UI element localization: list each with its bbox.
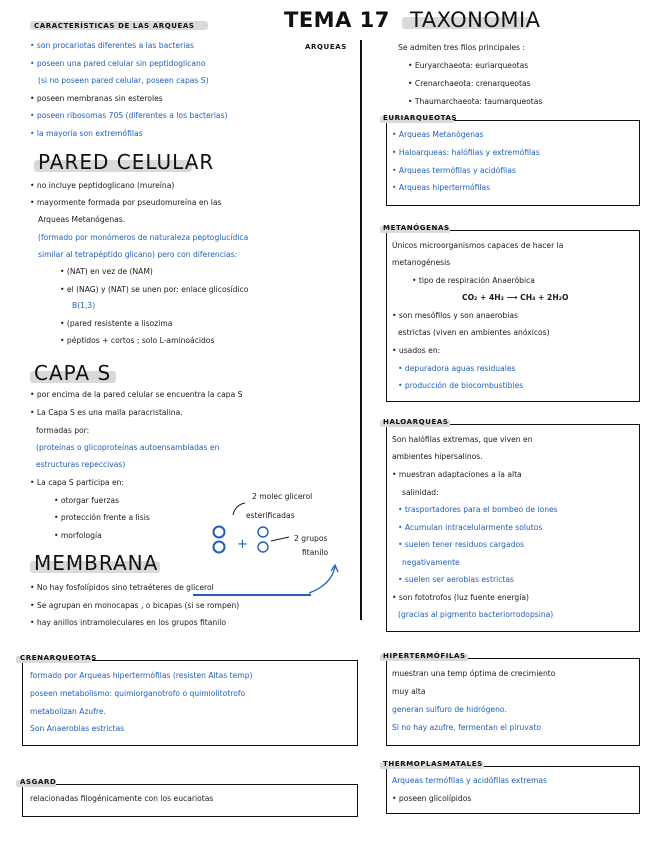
capa-s-heading: CAPA S xyxy=(34,361,112,385)
taxonomia-line: • Crenarchaeota: crenarqueotas xyxy=(408,79,531,88)
ring-bottom-right-icon xyxy=(258,542,268,552)
column-divider xyxy=(360,40,362,620)
capa-s-line: • protección frente a lisis xyxy=(54,513,150,522)
diagram-note-right: 2 grupos xyxy=(294,534,328,543)
haloarqueas-line: • muestran adaptaciones a la alta xyxy=(392,470,522,479)
page-title: TEMA 17 xyxy=(284,8,390,32)
haloarqueas-line: • Acumulan intracelularmente solutos xyxy=(398,523,543,532)
capa-s-line: estructuras repeccivas) xyxy=(36,460,126,469)
caract-line: • poseen membranas sin esteroles xyxy=(30,94,163,103)
diagram-note-top: 2 molec glicerol xyxy=(252,492,313,501)
pared-line: • (pared resistente a lisozima xyxy=(60,319,173,328)
hipertermofilas-line: muestran una temp óptima de crecimiento xyxy=(392,669,556,678)
haloarqueas-line: negativamente xyxy=(402,558,460,567)
hipertermofilas-title: HIPERTERMÓFILAS xyxy=(383,652,466,660)
asgard-title: ASGARD xyxy=(20,778,57,786)
page-subtitle: TAXONOMIA xyxy=(410,8,541,32)
crenarqueotas-line: formado por Arqueas hipertermófilas (resisten Altas temp) xyxy=(30,671,253,680)
metanogenas-line: estrictas (viven en ambientes anóxicos) xyxy=(398,328,550,337)
taxonomia-line: Se admiten tres filos principales : xyxy=(398,43,525,52)
ring-top-left-icon xyxy=(214,527,225,538)
caracteristicas-heading: CARACTERÍSTICAS DE LAS ARQUEAS xyxy=(34,22,195,30)
ring-top-right-icon xyxy=(258,527,268,537)
membrana-line: • hay anillos intramoleculares en los grupos fitanilo xyxy=(30,618,227,627)
pared-line: • mayormente formada por pseudomureína en las xyxy=(30,198,222,207)
euriarqueotas-line: • Arqueas hipertermófilas xyxy=(392,183,491,192)
euriarqueotas-line: • Arqueas termófilas y acidófilas xyxy=(392,166,516,175)
euriarqueotas-line: • Arqueas Metanógenas xyxy=(392,130,484,139)
hipertermofilas-line: generan sulfuro de hidrógeno. xyxy=(392,705,507,714)
metanogenas-line: • tipo de respiración Anaeróbica xyxy=(412,276,535,285)
capa-s-line: formadas por: xyxy=(36,426,90,435)
membrana-underline xyxy=(193,594,311,596)
metanogenas-line: metanogénesis xyxy=(392,258,451,267)
haloarqueas-line: (gracias al pigmento bacteriorrodopsina) xyxy=(398,610,554,619)
capa-s-line: • por encima de la pared celular se encuentra la capa S xyxy=(30,390,243,399)
crenarqueotas-title: CRENARQUEOTAS xyxy=(20,654,97,662)
capa-s-line: • La capa S participa en: xyxy=(30,478,125,487)
metanogenas-equation: CO₂ + 4H₂ ⟶ CH₄ + 2H₂O xyxy=(462,293,569,302)
taxonomia-line: • Euryarchaeota: euriarqueotas xyxy=(408,61,529,70)
pared-line: similar al tetrapéptido glicano) pero con diferencias: xyxy=(38,250,238,259)
arqueas-label: ARQUEAS xyxy=(305,43,347,51)
thermoplasmatales-line: Arqueas termófilas y acidófilas extremas xyxy=(392,776,547,785)
arrow-fitanilo-icon xyxy=(271,537,289,541)
pared-line: • (NAT) en vez de (NAM) xyxy=(60,267,153,276)
crenarqueotas-line: poseen metabolismo: quimiorganotrofo o quimiolitotrofo xyxy=(30,689,246,698)
thermoplasmatales-title: THERMOPLASMATALES xyxy=(383,760,483,768)
pared-line: • el (NAG) y (NAT) se unen por: enlace glicosídico xyxy=(60,285,249,294)
haloarqueas-line: • suelen tener residuos cargados xyxy=(398,540,525,549)
metanogenas-title: METANÓGENAS xyxy=(383,224,450,232)
hipertermofilas-line: muy alta xyxy=(392,687,426,696)
haloarqueas-line: Son halófilas extremas, que viven en xyxy=(392,435,533,444)
asgard-line: relacionadas filogénicamente con los eucariotas xyxy=(30,794,214,803)
membrana-line: • No hay fosfolípidos sino tetraéteres de glicerol xyxy=(30,583,214,592)
capa-s-line: • La Capa S es una malla paracristalina. xyxy=(30,408,183,417)
diagram-plus: + xyxy=(237,537,248,552)
haloarqueas-line: ambientes hipersalinos. xyxy=(392,452,483,461)
caract-line: (si no poseen pared celular, poseen capas S) xyxy=(38,76,209,85)
caract-line: • poseen ribosomas 70S (diferentes a los bacterias) xyxy=(30,111,228,120)
pared-line: • no incluye peptidoglicano (mureína) xyxy=(30,181,175,190)
ring-bottom-left-icon xyxy=(214,542,225,553)
pared-line: B(1,3) xyxy=(72,301,96,310)
euriarqueotas-title: EURIARQUEOTAS xyxy=(383,114,458,122)
euriarqueotas-line: • Haloarqueas: halófilas y extremófilas xyxy=(392,148,540,157)
capa-s-line: • otorgar fuerzas xyxy=(54,496,120,505)
capa-s-line: (proteínas o glicoproteínas autoensambladas en xyxy=(36,443,220,452)
metanogenas-line: • depuradora aguas residuales xyxy=(398,364,516,373)
caract-line: • son procariotas diferentes a las bacterias xyxy=(30,41,194,50)
diagram-note-right: fitanilo xyxy=(302,548,329,557)
haloarqueas-line: salinidad: xyxy=(402,488,439,497)
haloarqueas-line: • son fototrofos (luz fuente energía) xyxy=(392,593,529,602)
membrana-line: • Se agrupan en monocapas , o bicapas (si se rompen) xyxy=(30,601,240,610)
haloarqueas-title: HALOARQUEAS xyxy=(383,418,449,426)
caract-line: • la mayoría son extremófilas xyxy=(30,129,143,138)
hipertermofilas-line: Si no hay azufre, fermentan el piruvato xyxy=(392,723,542,732)
capa-s-line: • morfología xyxy=(54,531,102,540)
pared-line: Arqueas Metanógenas. xyxy=(38,215,126,224)
membrana-heading: MEMBRANA xyxy=(34,551,159,575)
pared-line: • péptidos + cortos ; solo L-aminoácidos xyxy=(60,336,215,345)
arrow-glycerol-icon xyxy=(233,503,245,515)
metanogenas-line: • son mesófilos y son anaerobias xyxy=(392,311,518,320)
haloarqueas-line: • trasportadores para el bombeo de iones xyxy=(398,505,558,514)
caract-line: • poseen una pared celular sin peptidoglicano xyxy=(30,59,206,68)
metanogenas-line: • usados en: xyxy=(392,346,441,355)
pared-line: (formado por monómeros de naturaleza peptoglucídica xyxy=(38,233,249,242)
diagram-note-top: esterificadas xyxy=(246,511,295,520)
crenarqueotas-line: Son Anaerobias estrictas xyxy=(30,724,125,733)
metanogenas-line: Únicos microorganismos capaces de hacer la xyxy=(392,241,564,250)
glycerol-diagram xyxy=(205,485,345,595)
metanogenas-line: • producción de biocombustibles xyxy=(398,381,524,390)
haloarqueas-line: • suelen ser aerobias estrictas xyxy=(398,575,514,584)
thermoplasmatales-box xyxy=(386,766,640,814)
crenarqueotas-line: metabolizan Azufre. xyxy=(30,707,106,716)
pared-heading: PARED CELULAR xyxy=(38,150,215,174)
thermoplasmatales-line: • poseen glicolípidos xyxy=(392,794,472,803)
taxonomia-line: • Thaumarchaeota: taumarqueotas xyxy=(408,97,543,106)
